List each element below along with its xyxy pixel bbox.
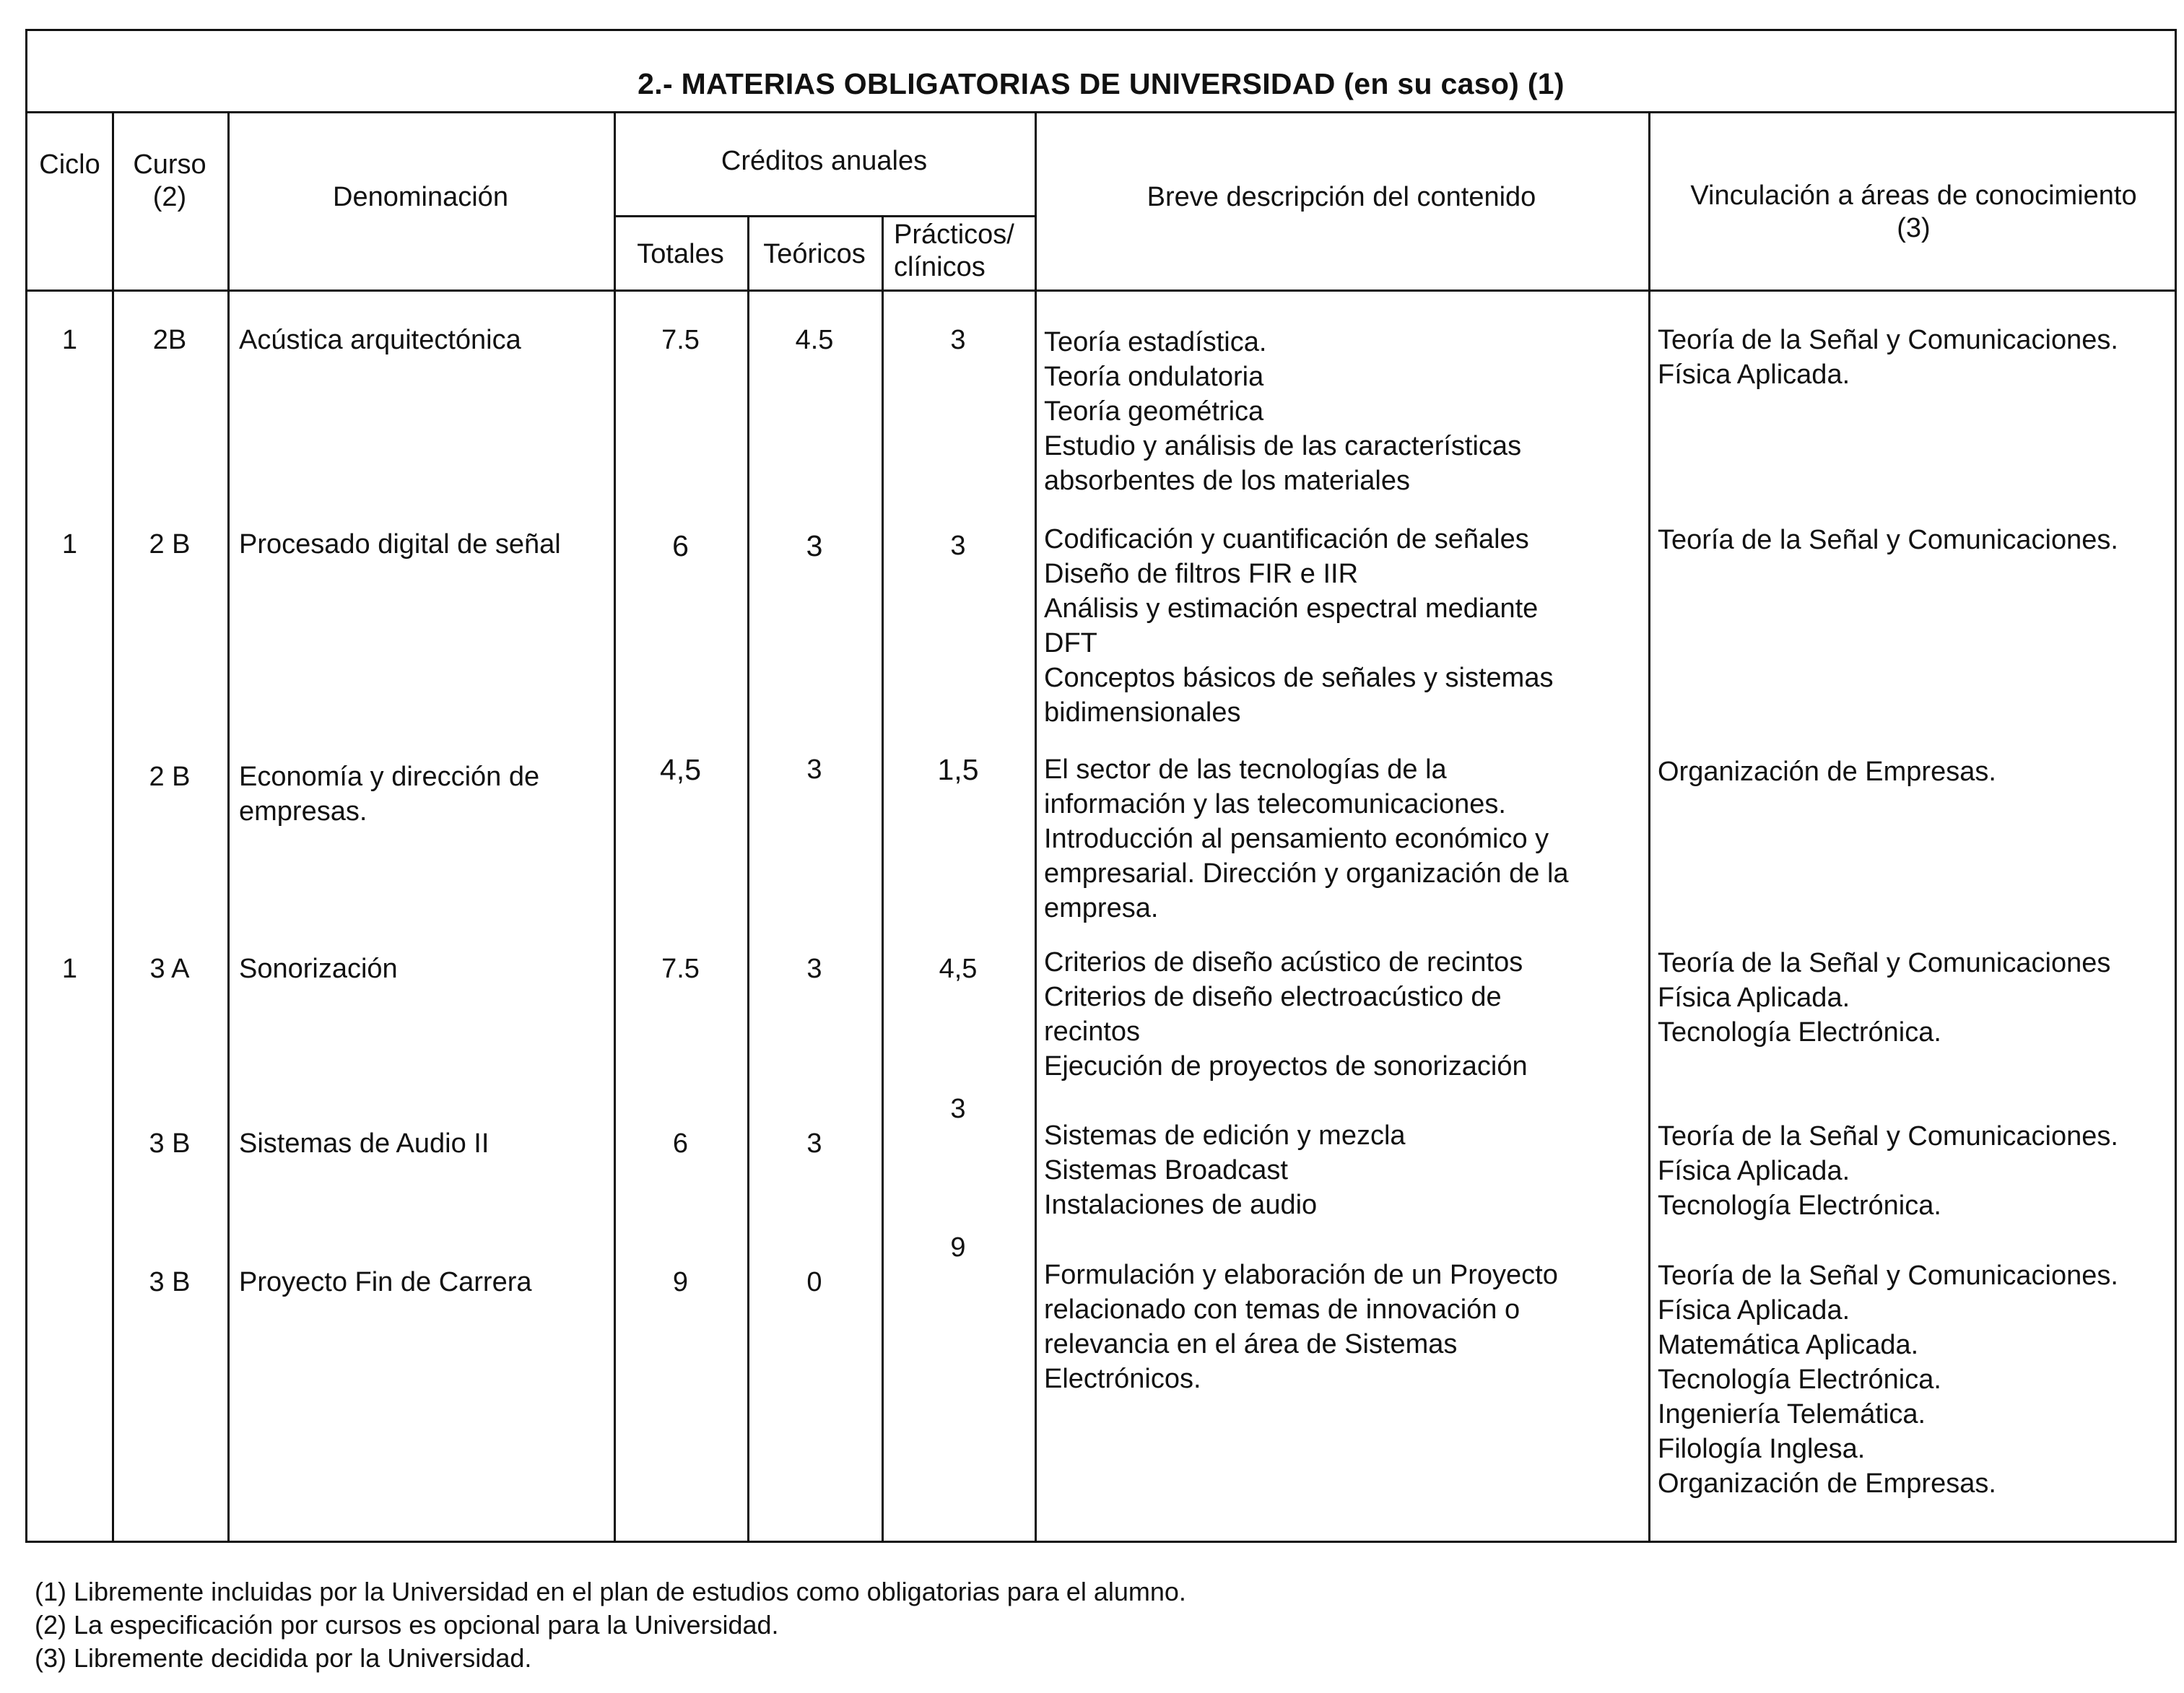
row-descripcion-line: DFT — [1044, 628, 1097, 658]
header-totales: Totales — [637, 239, 724, 269]
header-vinculacion-note: (3) — [1897, 213, 1931, 243]
row-teoricos: 0 — [806, 1267, 822, 1297]
row-curso: 3 B — [149, 1128, 191, 1159]
row-curso: 3 B — [149, 1267, 191, 1297]
row-ciclo: 1 — [61, 529, 78, 560]
row-teoricos: 3 — [806, 1128, 822, 1159]
row-area: Ingeniería Telemática. — [1658, 1399, 1926, 1429]
row-descripcion-line: bidimensionales — [1044, 697, 1241, 728]
row-area: Tecnología Electrónica. — [1658, 1017, 1941, 1048]
row-area: Matemática Aplicada. — [1658, 1330, 1919, 1360]
col-divider — [227, 111, 230, 1541]
row-denominacion: Sistemas de Audio II — [239, 1128, 490, 1159]
row-denominacion: Economía y dirección de — [239, 762, 540, 792]
col-divider — [1035, 111, 1037, 1541]
row-curso: 2 B — [149, 762, 191, 792]
row-denominacion: Sonorización — [239, 954, 398, 984]
header-curso-note: (2) — [152, 182, 187, 212]
header-practicos: Prácticos/ — [894, 219, 1014, 250]
row-denominacion: empresas. — [239, 796, 367, 827]
row-curso: 2B — [152, 325, 187, 355]
row-descripcion-line: Estudio y análisis de las características — [1044, 431, 1522, 461]
row-teoricos: 3 — [806, 954, 822, 984]
title-divider — [27, 111, 2175, 113]
row-area: Filología Inglesa. — [1658, 1434, 1866, 1464]
header-denominacion: Denominación — [333, 182, 508, 212]
row-descripcion-line: Electrónicos. — [1044, 1364, 1201, 1394]
header-ciclo: Ciclo — [39, 149, 100, 180]
row-teoricos: 4.5 — [795, 325, 834, 355]
row-totales: 9 — [672, 1267, 689, 1297]
row-curso: 2 B — [149, 529, 191, 560]
row-area: Física Aplicada. — [1658, 1156, 1850, 1186]
row-descripcion-line: Sistemas de edición y mezcla — [1044, 1120, 1406, 1151]
row-descripcion-line: Ejecución de proyectos de sonorización — [1044, 1051, 1528, 1081]
row-descripcion-line: empresa. — [1044, 893, 1159, 923]
row-descripcion-line: recintos — [1044, 1017, 1141, 1047]
materias-table — [25, 29, 2177, 1543]
row-area: Organización de Empresas. — [1658, 757, 1996, 787]
row-ciclo: 1 — [61, 954, 78, 984]
row-practicos: 3 — [950, 1094, 966, 1124]
row-denominacion: Proyecto Fin de Carrera — [239, 1267, 532, 1297]
row-area: Física Aplicada. — [1658, 1295, 1850, 1326]
row-area: Organización de Empresas. — [1658, 1468, 1996, 1499]
col-divider — [747, 215, 749, 1541]
row-descripcion-line: Sistemas Broadcast — [1044, 1155, 1288, 1185]
footnote: (1) Libremente incluidas por la Universidad en el plan de estudios como obligatorias para el alumno. — [35, 1577, 1186, 1606]
row-descripcion-line: Diseño de filtros FIR e IIR — [1044, 559, 1359, 589]
row-descripcion-line: relevancia en el área de Sistemas — [1044, 1329, 1458, 1359]
row-practicos: 3 — [950, 531, 966, 561]
table-title: 2.- MATERIAS OBLIGATORIAS DE UNIVERSIDAD (en su caso) (1) — [638, 67, 1565, 100]
header-creditos: Créditos anuales — [721, 146, 928, 176]
row-area: Física Aplicada. — [1658, 360, 1850, 390]
col-divider — [882, 215, 884, 1541]
row-descripcion-line: Teoría estadística. — [1044, 327, 1267, 357]
row-descripcion-line: absorbentes de los materiales — [1044, 466, 1410, 496]
col-divider — [1648, 111, 1650, 1541]
row-teoricos: 3 — [806, 754, 822, 785]
row-descripcion-line: Teoría geométrica — [1044, 396, 1264, 427]
row-totales: 6 — [672, 529, 689, 562]
row-descripcion-line: El sector de las tecnologías de la — [1044, 754, 1447, 785]
row-curso: 3 A — [149, 954, 190, 984]
row-descripcion-line: Introducción al pensamiento económico y — [1044, 824, 1549, 854]
creditos-subheader-divider — [614, 215, 1035, 217]
footnote: (3) Libremente decidida por la Universidad. — [35, 1643, 532, 1673]
row-totales: 7.5 — [661, 325, 700, 355]
row-area: Teoría de la Señal y Comunicaciones. — [1658, 525, 2118, 555]
header-vinculacion: Vinculación a áreas de conocimiento — [1690, 180, 2137, 211]
row-descripcion-line: Criterios de diseño acústico de recintos — [1044, 947, 1523, 978]
row-descripcion-line: información y las telecomunicaciones. — [1044, 789, 1506, 819]
row-descripcion-line: Análisis y estimación espectral mediante — [1044, 593, 1539, 624]
row-totales: 4,5 — [660, 753, 701, 786]
row-area: Teoría de la Señal y Comunicaciones. — [1658, 1261, 2118, 1291]
row-descripcion-line: relacionado con temas de innovación o — [1044, 1294, 1520, 1325]
header-teoricos: Teóricos — [763, 239, 866, 269]
row-area: Teoría de la Señal y Comunicaciones. — [1658, 325, 2118, 355]
row-denominacion: Procesado digital de señal — [239, 529, 561, 560]
header-practicos-2: clínicos — [894, 252, 986, 282]
row-teoricos: 3 — [806, 529, 823, 562]
row-descripcion-line: Formulación y elaboración de un Proyecto — [1044, 1260, 1558, 1290]
header-descripcion: Breve descripción del contenido — [1147, 182, 1536, 212]
row-descripcion-line: Instalaciones de audio — [1044, 1190, 1318, 1220]
row-area: Teoría de la Señal y Comunicaciones — [1658, 948, 2111, 978]
row-descripcion-line: Codificación y cuantificación de señales — [1044, 524, 1529, 554]
row-practicos: 1,5 — [937, 753, 979, 786]
row-practicos: 9 — [950, 1232, 966, 1263]
header-divider — [27, 290, 2175, 292]
row-totales: 7.5 — [661, 954, 700, 984]
row-area: Tecnología Electrónica. — [1658, 1365, 1941, 1395]
row-descripcion-line: Teoría ondulatoria — [1044, 362, 1264, 392]
row-practicos: 4,5 — [939, 954, 978, 984]
row-area: Física Aplicada. — [1658, 983, 1850, 1013]
row-practicos: 3 — [950, 325, 966, 355]
footnotes — [35, 1575, 1186, 1675]
row-area: Teoría de la Señal y Comunicaciones. — [1658, 1121, 2118, 1152]
footnote: (2) La especificación por cursos es opcional para la Universidad. — [35, 1610, 779, 1640]
row-descripcion-line: Conceptos básicos de señales y sistemas — [1044, 663, 1554, 693]
row-descripcion-line: Criterios de diseño electroacústico de — [1044, 982, 1502, 1012]
row-ciclo: 1 — [61, 325, 78, 355]
row-denominacion: Acústica arquitectónica — [239, 325, 521, 355]
row-descripcion-line: empresarial. Dirección y organización de la — [1044, 858, 1569, 889]
header-curso: Curso — [133, 149, 206, 180]
row-totales: 6 — [672, 1128, 689, 1159]
row-area: Tecnología Electrónica. — [1658, 1191, 1941, 1221]
